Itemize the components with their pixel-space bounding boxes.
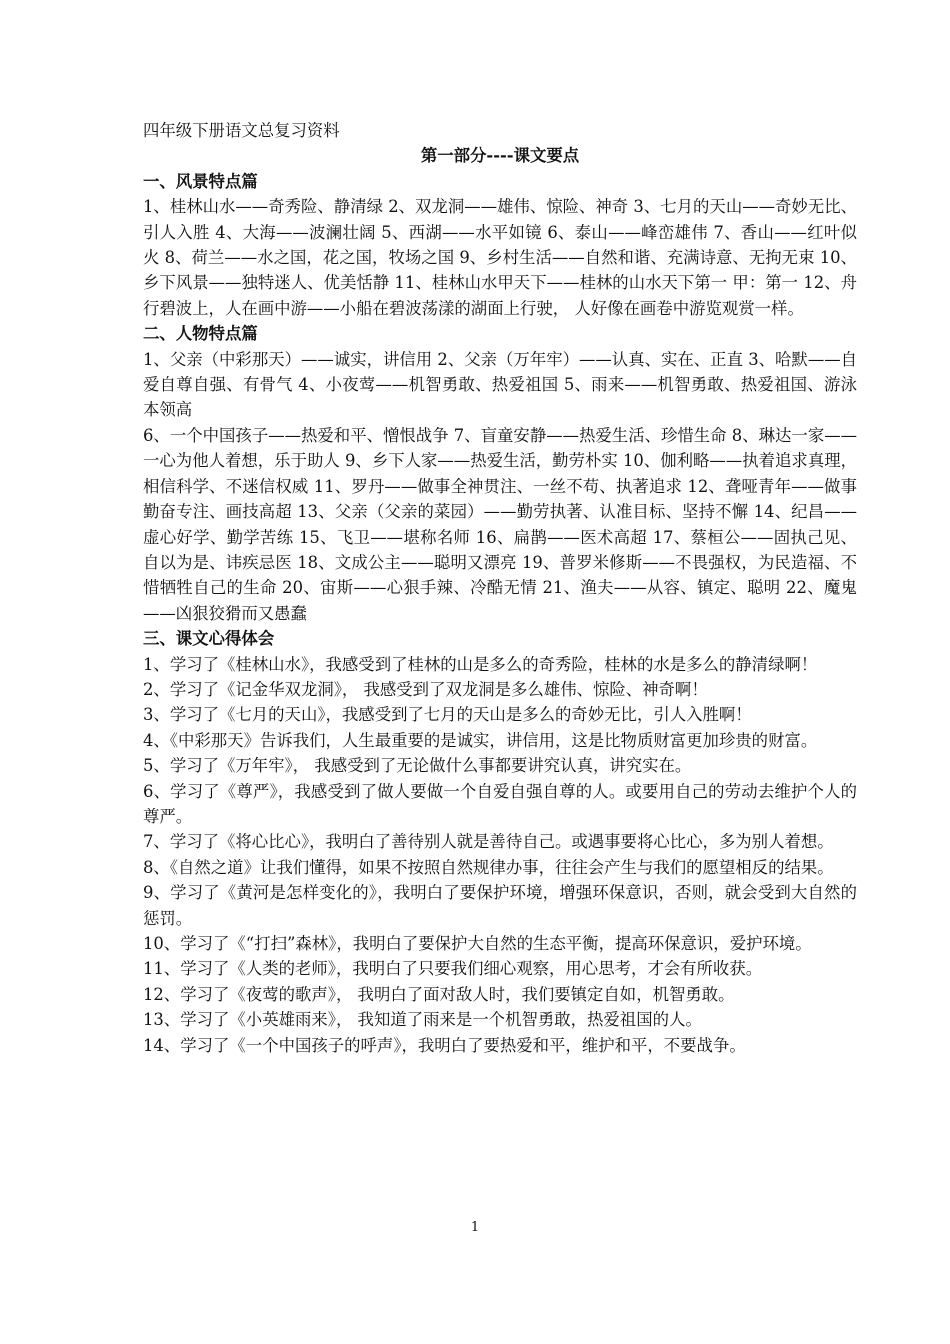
reflection-item: 2、学习了《记金华双龙洞》， 我感受到了双龙洞是多么雄伟、惊险、神奇啊！ — [143, 679, 708, 699]
section-heading-scenery: 一、风景特点篇 — [143, 171, 258, 191]
reflection-item: 9、学习了《黄河是怎样变化的》，我明白了要保护环境，增强环保意识，否则，就会受到大自然的惩罚。 — [143, 883, 857, 928]
reflection-item: 12、学习了《夜莺的歌声》， 我明白了面对敌人时，我们要镇定自如，机智勇敢。 — [143, 984, 735, 1004]
document-body — [143, 118, 857, 1058]
part-title: 第一部分----课文要点 — [420, 146, 580, 166]
section-heading-reflections: 三、课文心得体会 — [143, 629, 275, 649]
reflection-item: 1、学习了《桂林山水》，我感受到了桂林的山是多么的奇秀险，桂林的水是多么的静清绿啊！ — [143, 654, 818, 674]
section-paragraph: 1、父亲（中彩那天）——诚实，讲信用 2、父亲（万年牢）——认真、实在、正直 3、哈默——自爱自尊自强、有骨气 4、小夜莺——机智勇敢、热爱祖国 5、雨来——机智勇敢、热爱祖国、游泳本领高 — [143, 349, 857, 420]
section-paragraph: 6、一个中国孩子——热爱和平、憎恨战争 7、盲童安静——热爱生活、珍惜生命 8、琳达一家——一心为他人着想，乐于助人 9、乡下人家——热爱生活，勤劳朴实 10、伽利略——执着追求真理，相信科学、不迷信权威 11、罗丹——做事全神贯注、一丝不苟、执著追求 12、聋哑青年——做事勤奋专注、画技高超 13、父亲（父亲的菜园）——勤劳执著、认准目标、坚持不懈 14、纪昌——虚心好学、勤学苦练 15、飞卫——堪称名师 16、扁鹊——医术高超 17、蔡桓公——固执己见、自以为是、讳疾忌医 18、文成公主——聪明又漂亮 19、普罗米修斯——不畏强权，为民造福、不惜牺牲自己的生命 20、宙斯——心狠手辣、冷酷无情 21、渔夫——从容、镇定、聪明 22、魔鬼——凶狠狡猾而又愚蠢 — [143, 425, 857, 623]
reflection-item: 10、学习了《“打扫”森林》，我明白了要保护大自然的生态平衡，提高环保意识，爱护环境。 — [143, 934, 812, 953]
reflection-item: 4、《中彩那天》告诉我们，人生最重要的是诚实，讲信用，这是比物质财富更加珍贵的财富。 — [143, 730, 818, 750]
reflection-item: 14、学习了《一个中国孩子的呼声》，我明白了要热爱和平，维护和平，不要战争。 — [143, 1035, 746, 1055]
document-title: 四年级下册语文总复习资料 — [143, 121, 340, 140]
reflection-item: 5、学习了《万年牢》， 我感受到了无论做什么事都要讲究认真，讲究实在。 — [143, 756, 692, 776]
page-number: 1 — [470, 1220, 480, 1235]
section-heading-characters: 二、人物特点篇 — [143, 324, 258, 344]
reflection-item: 3、学习了《七月的天山》，我感受到了七月的天山是多么的奇妙无比，引人入胜啊！ — [143, 705, 752, 725]
section-paragraph: 1、桂林山水——奇秀险、静清绿 2、双龙洞——雄伟、惊险、神奇 3、七月的天山——奇妙无比、引人入胜 4、大海——波澜壮阔 5、西湖——水平如镜 6、泰山——峰峦雄伟 7、香山——红叶似火 8、荷兰——水之国，花之国，牧场之国 9、乡村生活——自然和谐、充满诗意、无拘无束 10、乡下风景——独特迷人、优美恬静 11、桂林山水甲天下——桂林的山水天下第一 甲：第一 12、舟行碧波上，人在画中游——小船在碧波荡漾的湖面上行驶， 人好像在画卷中游览观赏一样。 — [143, 197, 857, 318]
reflection-item: 11、学习了《人类的老师》，我明白了只要我们细心观察，用心思考，才会有所收获。 — [143, 959, 763, 979]
reflection-item: 13、学习了《小英雄雨来》， 我知道了雨来是一个机智勇敢，热爱祖国的人。 — [143, 1010, 702, 1030]
reflection-item: 6、学习了《尊严》，我感受到了做人要做一个自爱自强自尊的人。或要用自己的劳动去维护个人的尊严。 — [143, 781, 857, 826]
reflection-item: 8、《自然之道》让我们懂得，如果不按照自然规律办事，往往会产生与我们的愿望相反的结果。 — [143, 857, 834, 877]
reflection-item: 7、学习了《将心比心》，我明白了善待别人就是善待自己。或遇事要将心比心，多为别人着想。 — [143, 832, 834, 852]
